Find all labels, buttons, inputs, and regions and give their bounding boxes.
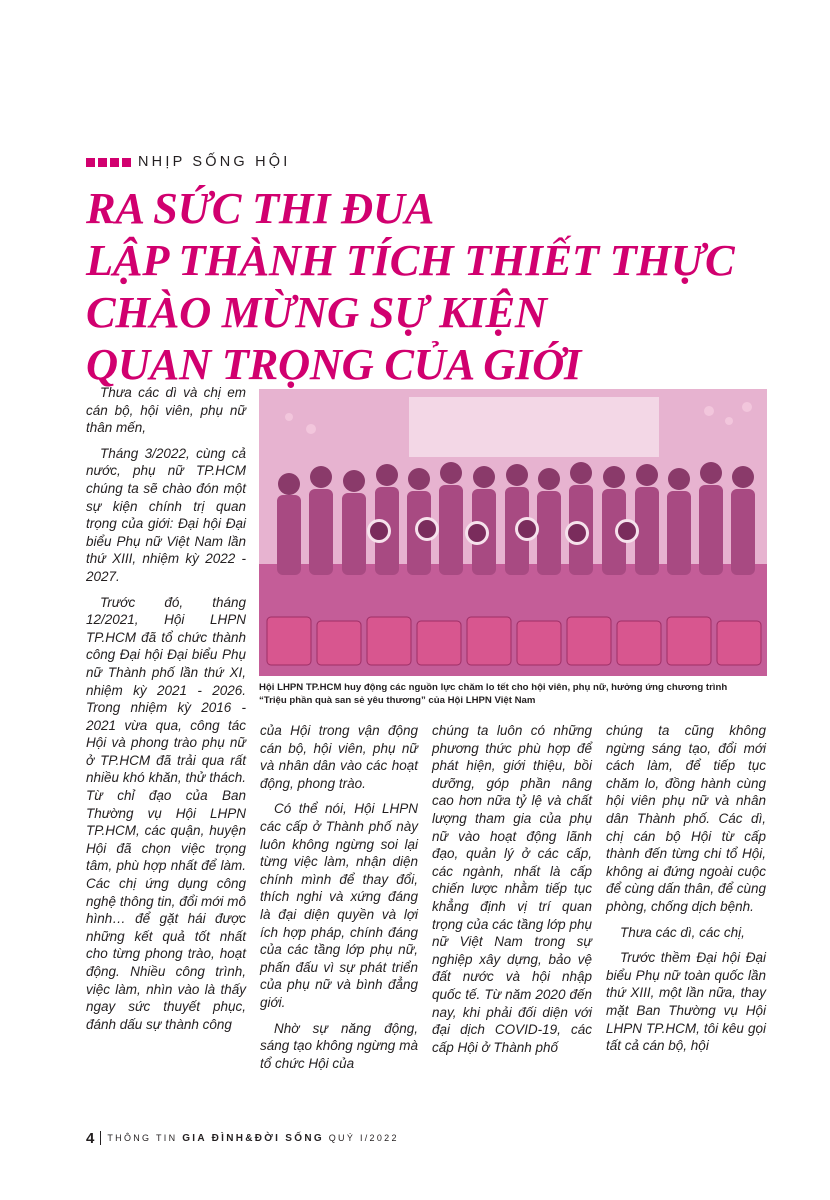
photo-caption — [259, 682, 771, 707]
article-column-2 — [260, 722, 418, 1080]
caption-line: “Triệu phần quà san sẻ yêu thương” của Hội LHPN Việt Nam — [259, 694, 536, 706]
headline — [86, 182, 786, 390]
paragraph: Tháng 3/2022, cùng cả nước, phụ nữ TP.HCM chúng ta sẽ chào đón một sự kiện chính trị quan trọng của giới: Đại hội Đại biểu Phụ nữ Việt Nam lần thứ XIII, nhiệm kỳ 2022 - 2027. — [86, 445, 246, 584]
paragraph: chúng ta luôn có những phương thức phù hợp để phát hiện, giới thiệu, bồi dưỡng, góp phần nâng cao hơn nữa tỷ lệ và chất lượng tham gia của phụ nữ vào hoạt động lãnh đạo, quản lý ở các cấp, các ngành, nhất là cấp chiến lược nhằm tiếp tục khẳng định vị trí quan trọng của các tầng lớp phụ nữ Việt Nam trong sự nghiệp xây dựng, bảo vệ đất nước và hội nhập quốc tế. Từ năm 2020 đến nay, khi phải đối diện với đại dịch COVID-19, các cấp Hội ở Thành phố — [432, 723, 592, 1055]
paragraph: Có thể nói, Hội LHPN các cấp ở Thành phố này luôn không ngừng soi lại từng việc làm, nhận diện chính mình để thay đổi, thích nghi và xứng đáng là đại diện quyền và lợi ích hợp pháp, chính đáng của các tầng lớp phụ nữ, phấn đấu vì sự phát triển của phụ nữ và bình đẳng giới. — [260, 801, 418, 1010]
footer-brand-a: GIA ĐÌNH — [182, 1132, 246, 1144]
section-tag — [86, 152, 291, 172]
caption-line: Hội LHPN TP.HCM huy động các nguồn lực chăm lo tết cho hội viên, phụ nữ, hưởng ứng chương trình — [259, 682, 728, 693]
section-label: NHỊP SỐNG HỘI — [138, 154, 291, 170]
footer-amp: & — [245, 1132, 255, 1144]
paragraph: của Hội trong vận động cán bộ, hội viên, phụ nữ và nhân dân vào các hoạt động, phong trào. — [260, 723, 418, 791]
footer-prefix: THÔNG TIN — [107, 1132, 178, 1143]
article-column-3 — [432, 722, 592, 1064]
headline-line: QUAN TRỌNG CỦA GIỚI — [86, 339, 581, 389]
paragraph: Thưa các dì và chị em cán bộ, hội viên, phụ nữ thân mến, — [86, 385, 246, 436]
footer-brand-b: ĐỜI SỐNG — [254, 1132, 324, 1144]
footer-divider — [100, 1131, 101, 1145]
headline-line: CHÀO MỪNG SỰ KIỆN — [86, 287, 547, 337]
page-footer — [86, 1128, 399, 1148]
footer-magazine-name — [107, 1133, 398, 1144]
paragraph: Nhờ sự năng động, sáng tạo không ngừng mà tổ chức Hội của — [260, 1020, 418, 1071]
article-column-1 — [86, 384, 246, 1041]
section-marker-squares — [86, 158, 131, 167]
headline-line: LẬP THÀNH TÍCH THIẾT THỰC — [86, 235, 735, 285]
photo-illustration — [259, 389, 767, 676]
article-column-4 — [606, 722, 766, 1063]
paragraph: Trước thềm Đại hội Đại biểu Phụ nữ toàn quốc lần thứ XIII, một lần nữa, thay mặt Ban Thường vụ Hội LHPN TP.HCM, tôi kêu gọi tất cả cán bộ, hội — [606, 950, 766, 1054]
headline-line: RA SỨC THI ĐUA — [86, 183, 435, 233]
footer-issue: QUÝ I/2022 — [328, 1132, 399, 1143]
paragraph: chúng ta cũng không ngừng sáng tạo, đổi mới cách làm, để tiếp tục chăm lo, đồng hành cùng hội viên phụ nữ và nhân dân Thành phố. Các dì, chị cán bộ Hội từ cấp thành đến từng chi tổ Hội, không ai đứng ngoài cuộc để cùng dấn thân, để cùng phòng, chống dịch bệnh. — [606, 723, 766, 914]
paragraph: Trước đó, tháng 12/2021, Hội LHPN TP.HCM đã tổ chức thành công Đại hội Đại biểu Phụ nữ Thành phố lần thứ XI, nhiệm kỳ 2021 - 2026. Trong nhiệm kỳ 2016 - 2021 vừa qua, công tác Hội và phong trào phụ nữ ở TP.HCM đã trải qua rất nhiều khó khăn, thử thách. Từ chỉ đạo của Ban Thường vụ Hội LHPN TP.HCM, các quận, huyện Hội đã chọn việc trọng tâm, phù hợp nhất để làm. Các chị ứng dụng công nghệ thông tin, đổi mới mô hình… để gặt hái được những kết quả tốt nhất cho từng phong trào, hoạt động. Nhiều công trình, việc làm, nhìn vào là thấy ngay sức thuyết phục, đánh dấu sự thành công — [86, 594, 246, 1032]
paragraph: Thưa các dì, các chị, — [620, 924, 745, 940]
event-photo — [259, 389, 767, 676]
page-number: 4 — [86, 1129, 95, 1147]
